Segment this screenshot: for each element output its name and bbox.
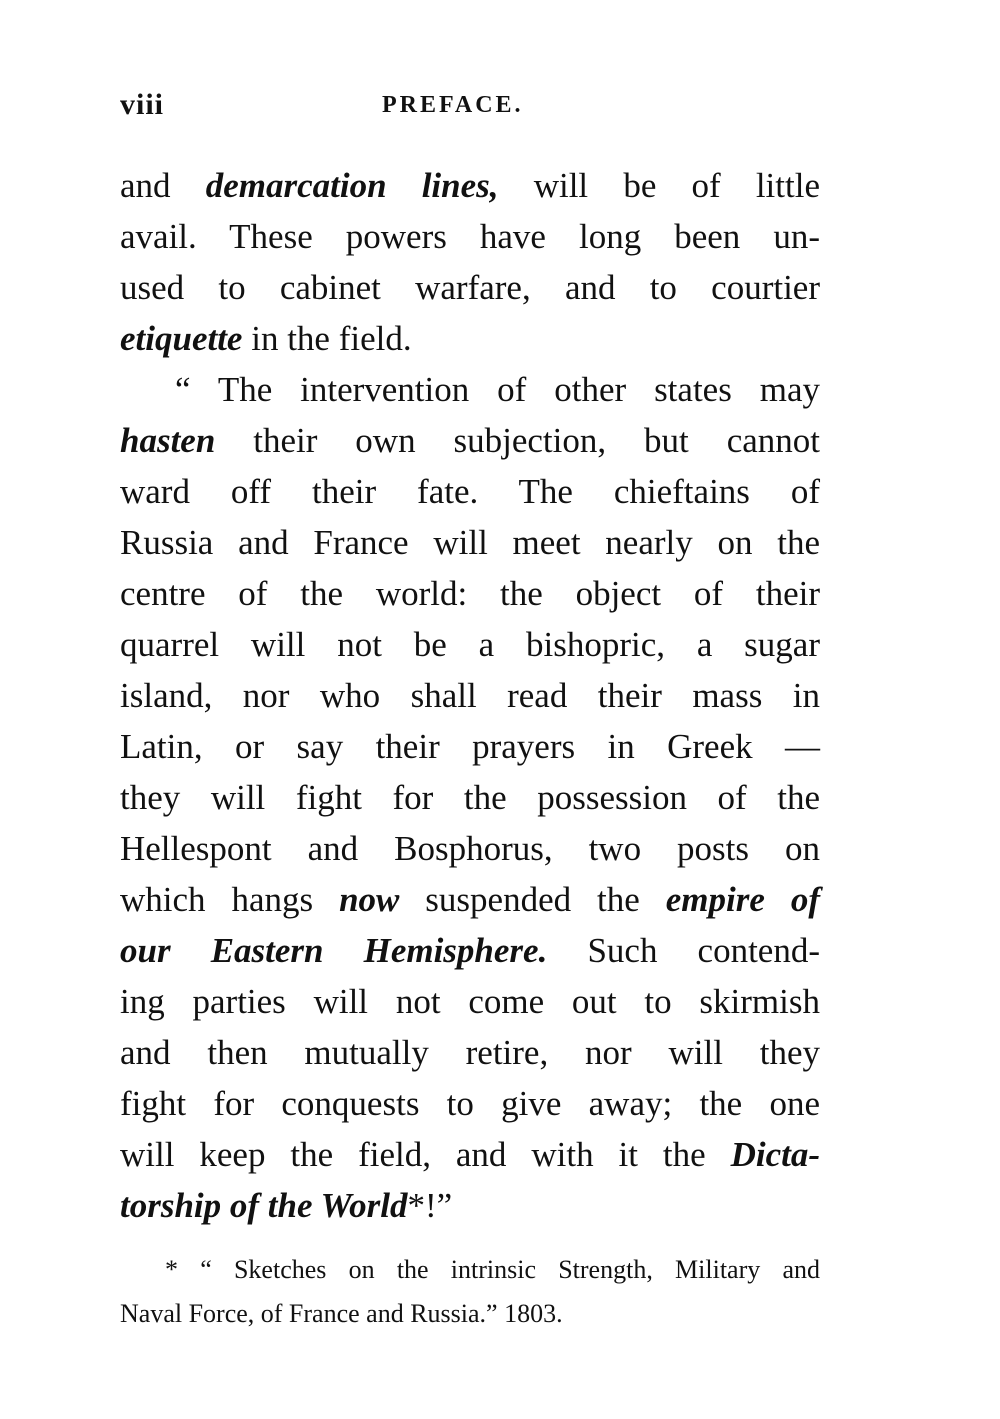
text-run: Latin, or say their prayers in Greek — bbox=[120, 727, 820, 766]
italic-text: now bbox=[339, 880, 400, 919]
text-run: island, nor who shall read their mass in bbox=[120, 676, 820, 715]
text-run: fight for conquests to give away; the one bbox=[120, 1084, 820, 1123]
text-line bbox=[120, 1027, 820, 1078]
text-line bbox=[120, 772, 820, 823]
italic-text: etiquette bbox=[120, 319, 243, 358]
text-run: will keep the field, and with it the bbox=[120, 1135, 731, 1174]
text-run: in the field. bbox=[242, 319, 412, 358]
italic-text: our Eastern Hemisphere. bbox=[120, 931, 548, 970]
text-run: quarrel will not be a bishopric, a sugar bbox=[120, 625, 820, 664]
text-run: avail. These powers have long been un- bbox=[120, 217, 820, 256]
text-run: used to cabinet warfare, and to courtier bbox=[120, 268, 820, 307]
text-run: centre of the world: the object of their bbox=[120, 574, 820, 613]
text-line bbox=[120, 415, 820, 466]
text-line bbox=[120, 721, 820, 772]
text-line bbox=[120, 976, 820, 1027]
text-run: Russia and France will meet nearly on the bbox=[120, 523, 820, 562]
footnote bbox=[120, 1248, 820, 1336]
text-line bbox=[120, 925, 820, 976]
text-run: will be of little bbox=[498, 166, 820, 205]
text-line bbox=[120, 619, 820, 670]
text-run: which hangs bbox=[120, 880, 340, 919]
text-run: “ The intervention of other states may bbox=[175, 370, 820, 409]
text-run: suspended the bbox=[399, 880, 666, 919]
text-line bbox=[120, 160, 820, 211]
text-line bbox=[120, 874, 820, 925]
text-run: Such contend- bbox=[547, 931, 820, 970]
text-line bbox=[120, 568, 820, 619]
text-run: their own subjection, but cannot bbox=[215, 421, 820, 460]
page-number: viii bbox=[120, 88, 165, 121]
text-run: and bbox=[120, 166, 206, 205]
text-run: Hellespont and Bosphorus, two posts on bbox=[120, 829, 820, 868]
text-run: ward off their fate. The chieftains of bbox=[120, 472, 820, 511]
text-line bbox=[120, 313, 820, 364]
text-line bbox=[120, 262, 820, 313]
text-run: and then mutually retire, nor will they bbox=[120, 1033, 820, 1072]
text-line bbox=[120, 466, 820, 517]
text-line bbox=[120, 823, 820, 874]
italic-text: empire of bbox=[665, 880, 820, 919]
page-header bbox=[120, 88, 820, 128]
body-text bbox=[120, 160, 820, 1231]
text-run: ing parties will not come out to skirmish bbox=[120, 982, 820, 1021]
text-line bbox=[120, 211, 820, 262]
italic-text: demarcation lines, bbox=[205, 166, 499, 205]
text-line bbox=[120, 1078, 820, 1129]
text-line bbox=[120, 1180, 820, 1231]
italic-text: Dicta- bbox=[730, 1135, 820, 1174]
italic-text: torship of the World bbox=[120, 1186, 408, 1225]
text-line bbox=[120, 364, 820, 415]
italic-text: hasten bbox=[120, 421, 216, 460]
text-line bbox=[120, 670, 820, 721]
running-head: PREFACE. bbox=[382, 92, 524, 118]
text-line bbox=[120, 517, 820, 568]
text-line bbox=[120, 1129, 820, 1180]
text-run: they will fight for the possession of the bbox=[120, 778, 820, 817]
footnote-line: * “ Sketches on the intrinsic Strength, Military and bbox=[165, 1255, 820, 1284]
text-run: *!” bbox=[407, 1186, 453, 1225]
footnote-line: Naval Force, of France and Russia.” 1803. bbox=[120, 1299, 563, 1328]
